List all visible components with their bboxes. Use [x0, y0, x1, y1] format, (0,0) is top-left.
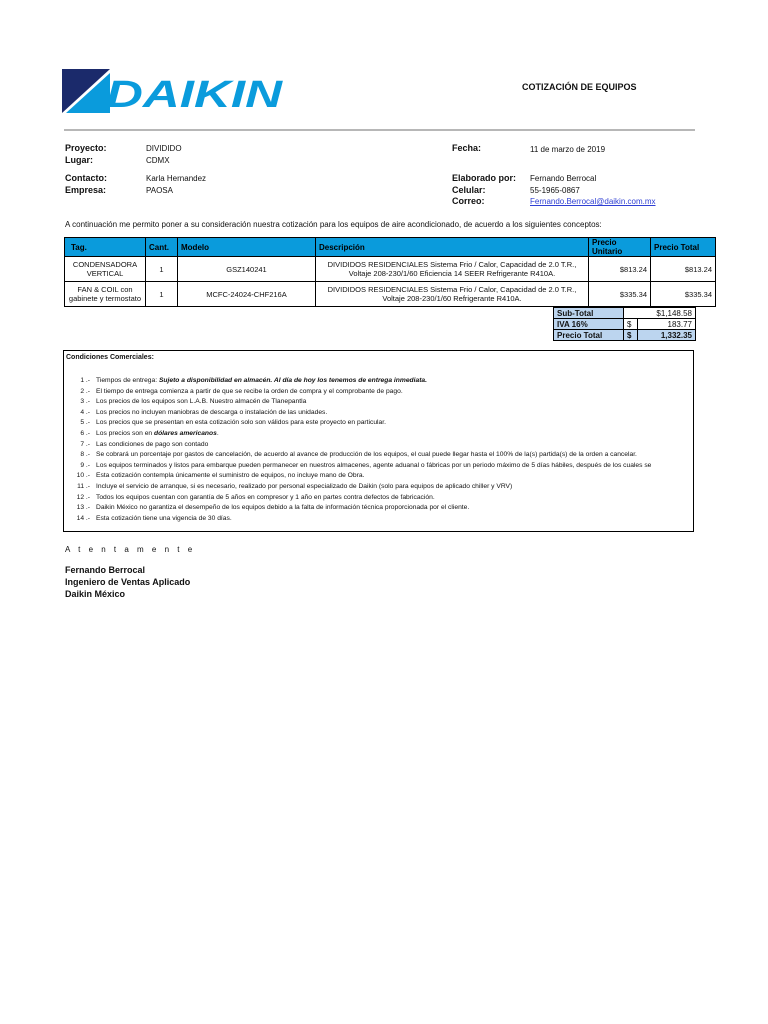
conditions-box: [63, 350, 694, 532]
col-header-cant: Cant.: [146, 238, 178, 257]
list-item: [64, 515, 693, 526]
condition-number: 3 .-: [80, 398, 90, 406]
condition-text: [96, 419, 386, 430]
elaborado-value: Fernando Berrocal: [530, 174, 597, 183]
daikin-logo: [62, 69, 284, 115]
list-item: [64, 504, 693, 515]
cell-cant: 1: [146, 282, 178, 307]
condition-text: [96, 494, 435, 505]
condition-text: [96, 388, 403, 399]
condition-text-part: Se cobrará un porcentaje por gastos de cancelación, de acuerdo al avance de producción de los equipos, el cual puede llegar hasta el 100% de la(s) partida(s) de la orden a cancelar.: [96, 451, 637, 459]
condition-text-part: Todos los equipos cuentan con garantía de 5 años en compresor y 1 año en partes contra defectos de fabricación.: [96, 493, 435, 501]
cell-precio-unitario: $813.24: [589, 257, 651, 282]
conditions-title: Condiciones Comerciales:: [66, 354, 154, 361]
grand-total-row: [554, 330, 696, 341]
condition-number: 2 .-: [80, 387, 90, 395]
desc-line-1: DIVIDIDOS RESIDENCIALES Sistema Frio / Calor, Capacidad de 2.0 T.R.,: [327, 260, 577, 269]
iva-label: IVA 16%: [554, 319, 624, 330]
condition-emphasis: dólares americanos: [154, 429, 217, 437]
signer-company: Daikin México: [65, 589, 126, 599]
desc-line-1: DIVIDIDOS RESIDENCIALES Sistema Frio / Calor, Capacidad de 2.0 T.R.,: [327, 285, 577, 294]
iva-currency: $: [624, 319, 638, 330]
condition-text-part: Las condiciones de pago son contado: [96, 440, 209, 448]
lugar-value: CDMX: [146, 156, 170, 165]
list-item: [64, 377, 693, 388]
subtotal-row: [554, 308, 696, 319]
correo-link[interactable]: Fernando.Berrocal@daikin.com.mx: [530, 197, 656, 206]
subtotal-value: $1,148.58: [624, 308, 696, 319]
celular-value: 55-1965-0867: [530, 186, 580, 195]
empresa-value: PAOSA: [146, 186, 173, 195]
grand-total-label: Precio Total: [554, 330, 624, 341]
subtotal-label: Sub-Total: [554, 308, 624, 319]
proyecto-label: Proyecto:: [65, 143, 107, 153]
signer-name: Fernando Berrocal: [65, 565, 146, 575]
condition-text-part: Esta cotización tiene una vigencia de 30 días.: [96, 514, 232, 522]
condition-number: 6 .-: [80, 429, 90, 437]
salutation: A t e n t a m e n t e: [65, 545, 196, 554]
col-header-descripcion: Descripción: [316, 238, 589, 257]
empresa-label: Empresa:: [65, 185, 107, 195]
list-item: [64, 409, 693, 420]
condition-number: 11 .-: [77, 482, 90, 490]
condition-text: [96, 472, 364, 483]
list-item: [64, 430, 693, 441]
cell-precio-total: $813.24: [651, 257, 716, 282]
condition-text: [96, 409, 327, 420]
condition-text-part: Tiempos de entrega:: [96, 377, 159, 384]
desc-line-2: Voltaje 208-230/1/60 Eficiencia 14 SEER Refrigerante R410A.: [348, 269, 556, 278]
col-header-modelo: Modelo: [178, 238, 316, 257]
desc-line-2: Voltaje 208-230/1/60 Refrigerante R410A.: [382, 294, 522, 303]
condition-number: 1 .-: [80, 377, 90, 384]
iva-value: 183.77: [638, 319, 696, 330]
condition-number: 5 .-: [80, 419, 90, 427]
condition-text-part: El tiempo de entrega comienza a partir de que se recibe la orden de compra y el comprobante de pago.: [96, 387, 403, 395]
grand-total-currency: $: [624, 330, 638, 341]
condition-number: 10 .-: [76, 472, 90, 480]
elaborado-label: Elaborado por:: [452, 173, 517, 183]
condition-number: 9 .-: [80, 461, 90, 469]
cell-precio-total: $335.34: [651, 282, 716, 307]
header-divider: [64, 129, 695, 131]
fecha-label: Fecha:: [452, 143, 482, 153]
list-item: [64, 451, 693, 462]
col-header-precio-total: Precio Total: [651, 238, 716, 257]
items-table: [64, 237, 716, 307]
table-row: [65, 257, 716, 282]
condition-text: [96, 504, 469, 515]
list-item: [64, 398, 693, 409]
condition-text: [96, 430, 219, 441]
condition-text: [96, 451, 637, 462]
cell-descripcion: [316, 282, 589, 307]
condition-text-part: Los precios de los equipos son L.A.B. Nuestro almacén de Tlanepantla: [96, 398, 307, 406]
col-header-precio-unitario: Precio Unitario: [589, 238, 651, 257]
list-item: [64, 494, 693, 505]
cell-tag: CONDENSADORA VERTICAL: [65, 257, 146, 282]
condition-text-part: Los precios no incluyen maniobras de descarga o instalación de las unidades.: [96, 408, 328, 416]
condition-text: [96, 398, 306, 409]
cell-descripcion: [316, 257, 589, 282]
condition-text-part: Incluye el servicio de arranque, si es necesario, realizado por personal especializado de Daikin (solo para equipos de aplicado chiller y VRV): [96, 482, 513, 490]
list-item: [64, 462, 693, 473]
proyecto-value: DIVIDIDO: [146, 144, 182, 153]
signer-role: Ingeniero de Ventas Aplicado: [65, 577, 191, 587]
cell-tag: FAN & COIL con gabinete y termostato: [65, 282, 146, 307]
condition-text-part: Daikin México no garantiza el desempeño de los equipos debido a la falta de información técnica proporcionada por el cliente.: [96, 504, 470, 512]
condition-text: [96, 441, 208, 452]
condition-text-end: .: [216, 429, 219, 437]
condition-number: 8 .-: [80, 451, 90, 459]
cell-cant: 1: [146, 257, 178, 282]
cell-modelo: MCFC-24024-CHF216A: [178, 282, 316, 307]
celular-label: Celular:: [452, 185, 486, 195]
list-item: [64, 472, 693, 483]
condition-text-part: Los precios son en: [96, 429, 154, 437]
table-row: [65, 282, 716, 307]
list-item: [64, 441, 693, 452]
intro-text: A continuación me permito poner a su consideración nuestra cotización para los equipos de aire acondicionado, de acuerdo a los siguientes conceptos:: [65, 220, 602, 229]
list-item: [64, 483, 693, 494]
condition-emphasis: Sujeto a disponibilidad en almacén. Al día de hoy los tenemos de entrega inmediata.: [158, 377, 428, 384]
contacto-value: Karla Hernandez: [146, 174, 207, 183]
condition-number: 7 .-: [80, 440, 90, 448]
col-header-tag: Tag.: [65, 238, 146, 257]
correo-label: Correo:: [452, 196, 485, 206]
list-item: [64, 419, 693, 430]
contacto-label: Contacto:: [65, 173, 107, 183]
list-item: [64, 388, 693, 399]
grand-total-value: 1,332.35: [638, 330, 696, 341]
condition-text: [96, 377, 427, 388]
condition-number: 12 .-: [76, 493, 90, 501]
condition-text: [96, 515, 232, 526]
condition-text: [96, 462, 651, 473]
lugar-label: Lugar:: [65, 155, 93, 165]
iva-row: [554, 319, 696, 330]
condition-number: 4 .-: [80, 408, 90, 416]
totals-table: [553, 307, 696, 341]
logo-wordmark: DAIKIN: [106, 74, 284, 115]
cell-precio-unitario: $335.34: [589, 282, 651, 307]
condition-text-part: Los precios que se presentan en esta cotización solo son válidos para este proyecto en particular.: [96, 419, 386, 427]
condition-number: 13 .-: [76, 504, 90, 512]
condition-text: [96, 483, 512, 494]
document-title: COTIZACIÓN DE EQUIPOS: [522, 82, 637, 92]
cell-modelo: GSZ140241: [178, 257, 316, 282]
fecha-value: 11 de marzo de 2019: [530, 145, 606, 154]
condition-text-part: Los equipos terminados y listos para embarque pueden permanecer en nuestros almacenes, agente aduanal o fábricas por un periodo máximo de 5 días hábiles, después de los cuales se: [96, 461, 652, 469]
condition-text-part: Esta cotización contempla únicamente el suministro de equipos, no incluye mano de Obra.: [96, 472, 365, 480]
conditions-list: [64, 377, 693, 525]
condition-number: 14 .-: [76, 514, 90, 522]
items-header-row: [65, 238, 716, 257]
